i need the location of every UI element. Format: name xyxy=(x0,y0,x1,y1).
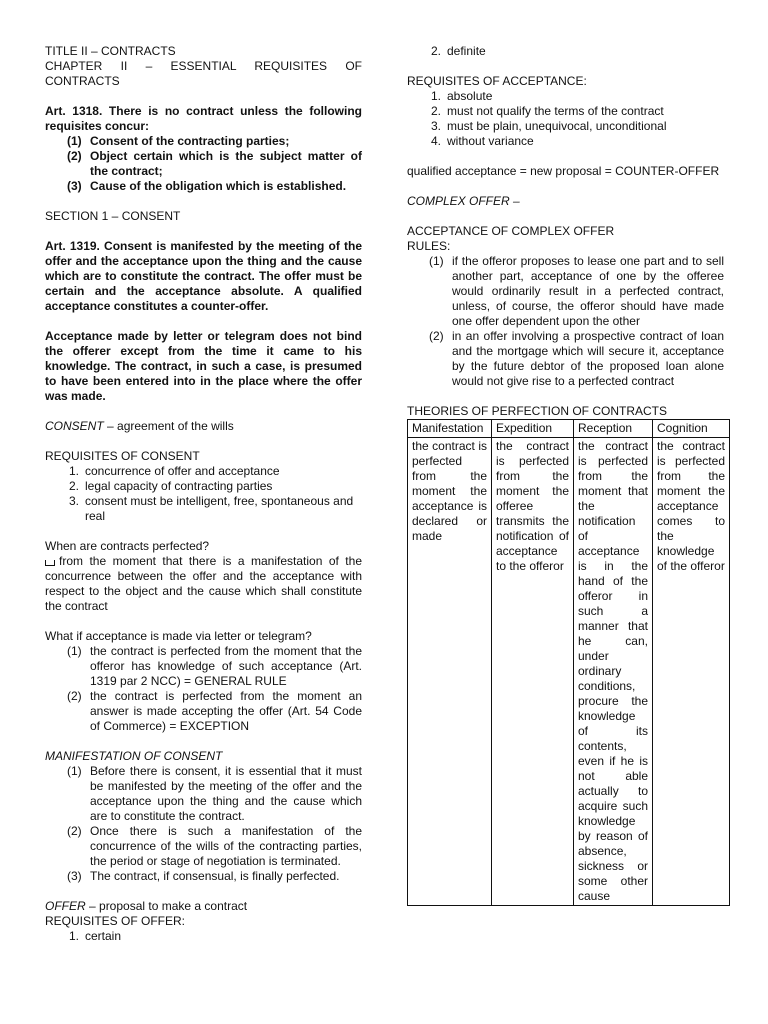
column-header-expedition: Expedition xyxy=(492,420,574,438)
list-item: (2) the contract is perfected from the moment an answer is made accepting the offer (Art. 54 Code of Commerce) = EXCEPTION xyxy=(67,689,362,733)
letter-telegram-list xyxy=(45,644,362,734)
art-1318-item: (1) Consent of the contracting parties; xyxy=(67,134,290,148)
column-header-manifestation: Manifestation xyxy=(408,420,492,438)
table-cell: the contract is perfected from the moment the acceptance comes to the knowledge of the offeror xyxy=(653,438,730,906)
table-cell: the contract is perfected from the moment the acceptance is declared or made xyxy=(408,438,492,906)
list-item: (2) in an offer involving a prospective contract of loan and the mortgage which will secure it, acceptance by the future debtor of the proposed loan alone would not give rise to a perfected contract xyxy=(429,329,724,388)
requisites-offer-list-cont xyxy=(407,44,724,59)
column-header-reception: Reception xyxy=(574,420,653,438)
right-column xyxy=(407,44,724,906)
theories-table xyxy=(407,419,730,906)
complex-acceptance-heading: ACCEPTANCE OF COMPLEX OFFER xyxy=(407,224,615,238)
requisites-offer-heading: REQUISITES OF OFFER: xyxy=(45,914,186,928)
rules-heading: RULES: xyxy=(407,239,451,253)
list-item: (1) Before there is consent, it is essential that it must be manifested by the meeting of the offer and the acceptance upon the thing and the cause which are to constitute the contract. xyxy=(67,764,362,823)
when-perfected-question: When are contracts perfected? xyxy=(45,539,210,553)
art-1318-text: Art. 1318. There is no contract unless the following requisites concur: xyxy=(45,104,362,133)
table-cell: the contract is perfected from the moment that the notification of acceptance is in the hand of the offeror in such a manner that he can, under ordinary conditions, procure the knowledge of its contents, even if he is not able actually to acquire such knowledge by reason of absence, sickness or some other cause xyxy=(574,438,653,906)
offer-definition: OFFER – proposal to make a contract xyxy=(45,899,248,913)
qualified-acceptance-text: qualified acceptance = new proposal = COUNTER-OFFER xyxy=(407,164,720,178)
list-item: 2. legal capacity of contracting parties xyxy=(68,479,273,493)
table-cell: the contract is perfected from the moment the offeree transmits the notification of acceptance to the offeror xyxy=(492,438,574,906)
list-item: 4. without variance xyxy=(430,134,534,148)
art-1319-text: Art. 1319. Consent is manifested by the meeting of the offer and the acceptance upon the thing and the cause which are to constitute the contract. The offer must be certain and the acceptance absolute. A qualified acceptance constitutes a counter-offer. xyxy=(45,239,362,313)
list-item: (3) The contract, if consensual, is finally perfected. xyxy=(67,869,340,883)
list-item: (1) the contract is perfected from the moment that the offeror has knowledge of such acceptance (Art. 1319 par 2 NCC) = GENERAL RULE xyxy=(67,644,362,688)
arrow-bullet-icon xyxy=(45,560,55,566)
list-item: 2. must not qualify the terms of the contract xyxy=(430,104,664,118)
table-row xyxy=(408,438,730,906)
list-item: (2) Once there is such a manifestation of the concurrence of the wills of the contracting parties, the period or stage of negotiation is terminated. xyxy=(67,824,362,868)
acceptance-letter-text: Acceptance made by letter or telegram does not bind the offerer except from the time it came to his knowledge. The contract, in such a case, is presumed to have been entered into in the place where the offer was made. xyxy=(45,329,362,403)
consent-definition: CONSENT – agreement of the wills xyxy=(45,419,234,433)
requisites-offer-list xyxy=(45,929,362,944)
complex-offer-heading: COMPLEX OFFER – xyxy=(407,194,520,208)
theories-heading: THEORIES OF PERFECTION OF CONTRACTS xyxy=(407,404,668,418)
left-column xyxy=(45,44,362,944)
requisites-consent-list xyxy=(45,464,362,524)
art-1318-item: (3) Cause of the obligation which is established. xyxy=(67,179,347,193)
title-heading: TITLE II – CONTRACTS xyxy=(45,44,176,58)
complex-rules-list xyxy=(407,254,724,389)
list-item: 1. concurrence of offer and acceptance xyxy=(68,464,280,478)
list-item: 3. must be plain, unequivocal, unconditional xyxy=(430,119,667,133)
when-perfected-answer: from the moment that there is a manifestation of the concurrence between the offer and the acceptance with respect to the object and the cause which shall constitute the contract xyxy=(45,554,362,613)
requisites-consent-heading: REQUISITES OF CONSENT xyxy=(45,449,200,463)
list-item: 3. consent must be intelligent, free, spontaneous and real xyxy=(68,494,354,523)
list-item: 1. absolute xyxy=(430,89,493,103)
list-item: 2. definite xyxy=(430,44,486,58)
manifestation-heading: MANIFESTATION OF CONSENT xyxy=(45,749,223,763)
requisites-acceptance-list xyxy=(407,89,724,149)
art-1318-item: (2) Object certain which is the subject matter of the contract; xyxy=(67,149,362,178)
list-item: 1. certain xyxy=(68,929,122,943)
manifestation-list xyxy=(45,764,362,884)
chapter-heading: CHAPTER II – ESSENTIAL REQUISITES OF CONTRACTS xyxy=(45,59,362,88)
letter-telegram-question: What if acceptance is made via letter or telegram? xyxy=(45,629,312,643)
column-header-cognition: Cognition xyxy=(653,420,730,438)
requisites-acceptance-heading: REQUISITES OF ACCEPTANCE: xyxy=(407,74,587,88)
art-1318-list xyxy=(45,134,362,194)
section-1-heading: SECTION 1 – CONSENT xyxy=(45,209,181,223)
table-header-row xyxy=(408,420,730,438)
list-item: (1) if the offeror proposes to lease one part and to sell another part, acceptance of one by the offeree would ordinarily result in a perfected contract, unless, of course, the offeror should have made one offer dependent upon the other xyxy=(429,254,724,328)
